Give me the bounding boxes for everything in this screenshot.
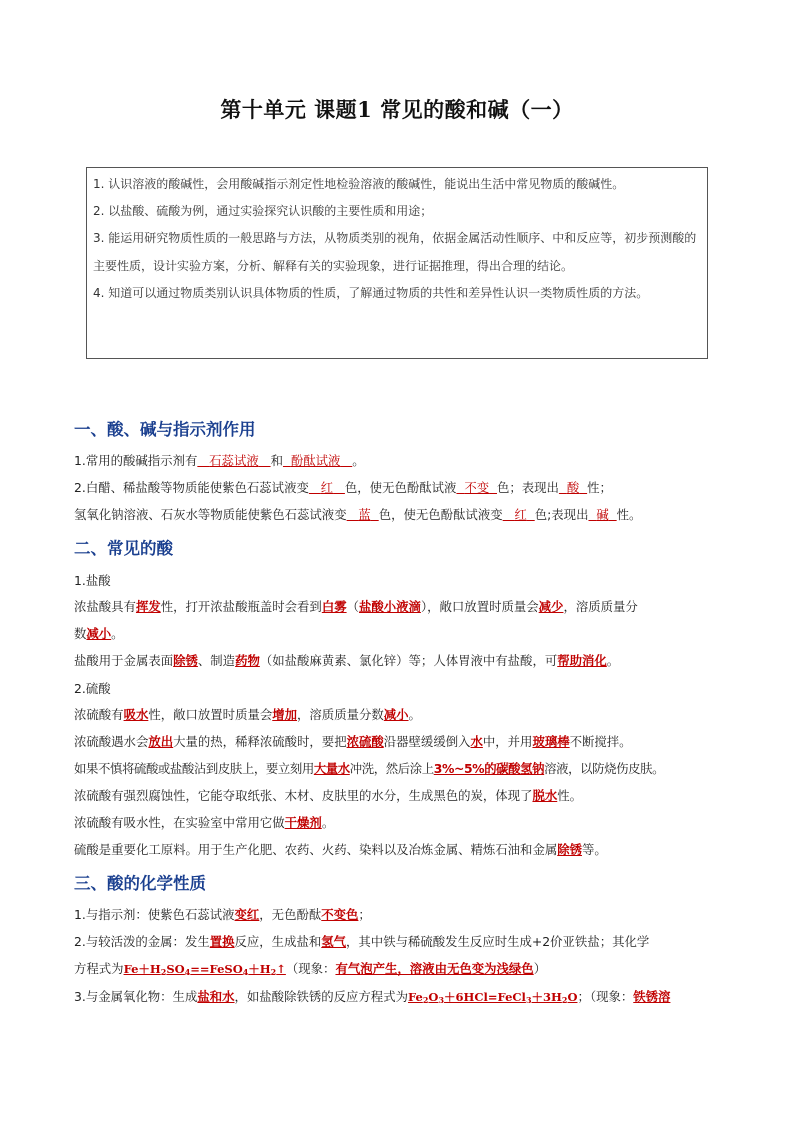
formula-part: Fe (407, 990, 423, 1004)
text: 溶液，以防烧伤皮肤。 (544, 761, 665, 776)
page-title: 第十单元 课题1 常见的酸和碱（一） (220, 97, 574, 122)
section-heading-common-acids: 二、常见的酸 (74, 539, 173, 558)
answer: 有气泡产生，溶液由无色变为浅绿色 (335, 961, 534, 976)
formula-part: ＋3H (531, 990, 562, 1004)
subscript: 3 (525, 995, 532, 1005)
answer: 减小 (86, 626, 112, 641)
text: 数 (74, 626, 87, 641)
answer: 铁锈溶 (633, 989, 671, 1004)
paragraph-line (74, 478, 612, 498)
text: 浓硫酸有吸水性，在实验室中常用它做 (74, 815, 285, 830)
paragraph-line (74, 786, 582, 806)
formula-part: ==FeSO (190, 962, 243, 976)
subscript: 2 (561, 995, 568, 1005)
formula-part: O (428, 990, 439, 1004)
answer: 减少 (538, 599, 564, 614)
text: 1.与指示剂：使紫色石蕊试液 (74, 907, 235, 922)
paragraph-line (74, 905, 371, 925)
paragraph-line (74, 451, 365, 471)
answer: 红 (514, 507, 527, 522)
subscript: 4 (242, 967, 249, 977)
answer: 蓝 (358, 507, 371, 522)
text: （如盐酸麻黄素、氯化锌）等；人体胃液中有盐酸，可 (259, 653, 558, 668)
text: 反应，生成盐和 (234, 934, 322, 949)
answer: 酸 (566, 480, 580, 495)
text: 。 (408, 707, 421, 722)
text: ，其中铁与稀硫酸发生反应时生成+2价亚铁盐；其化学 (346, 934, 650, 949)
text: ，如盐酸除铁锈的反应方程式为 (234, 989, 408, 1004)
text: 如果不慎将硫酸或盐酸沾到皮肤上，要立刻用 (74, 761, 314, 776)
learning-objectives-box (86, 167, 708, 359)
text: 2.白醋、稀盐酸等物质能使紫色石蕊试液变 (74, 480, 309, 495)
chemical-equation (124, 962, 286, 976)
formula-part: SO (166, 962, 185, 976)
formula-part: ＋H (248, 962, 271, 976)
answer: 置换 (209, 934, 235, 949)
text: 硫酸是重要化工原料。用于生产化肥、农药、火药、染料以及冶炼金属、精炼石油和金属 (74, 842, 558, 857)
answer: 放出 (148, 734, 174, 749)
text: 2.与较活泼的金属：发生 (74, 934, 210, 949)
text: 大量的热，稀释浓硫酸时，要把 (173, 734, 347, 749)
text: 。 (321, 815, 335, 830)
subscript: 4 (184, 967, 191, 977)
text: 。 (111, 626, 124, 641)
text: 冲洗，然后涂上 (349, 761, 434, 776)
answer: 浓硫酸 (346, 734, 384, 749)
subheading: 2.硫酸 (74, 681, 111, 696)
text: 沿器壁缓缓倒入 (383, 734, 471, 749)
text: 、制造 (197, 653, 236, 668)
formula-part: Fe＋H (123, 962, 161, 976)
text: 3.与金属氧化物：生成 (74, 989, 198, 1004)
answer: 不变色 (321, 907, 359, 922)
answer-blank (503, 507, 535, 522)
answer: 水 (470, 734, 483, 749)
paragraph-line (74, 987, 670, 1007)
answer-blank (283, 453, 352, 468)
text: 。 (606, 653, 620, 668)
answer-blank (456, 480, 497, 495)
answer: 大量水 (313, 761, 350, 776)
paragraph-line (74, 505, 641, 525)
text: ） (533, 961, 547, 976)
answer: 干燥剂 (284, 815, 322, 830)
objective-item: 4. 知道可以通过物质类别认识具体物质的性质，了解通过物质的共性和差异性认识一类物质性质的方法。 (93, 285, 649, 300)
text: 。 (352, 453, 365, 468)
text: ），敞口放置时质量会 (420, 599, 539, 614)
subheading: 1.盐酸 (74, 573, 111, 588)
paragraph-line (74, 651, 619, 671)
answer: 石蕊试液 (209, 453, 259, 468)
answer: 白雾 (321, 599, 347, 614)
text: 色，使无色酚酞试液 (344, 480, 457, 495)
text: 浓硫酸有强烈腐蚀性，它能夺取纸张、木材、皮肤里的水分，生成黑色的炭，体现了 (74, 788, 533, 803)
text: 性。 (557, 788, 583, 803)
formula-part: ↑ (276, 962, 286, 976)
paragraph-line (74, 732, 632, 752)
text: （ (346, 599, 359, 614)
formula-part: O (567, 990, 578, 1004)
text: 和 (270, 453, 283, 468)
formula-part: ＋6HCl=FeCl (444, 990, 526, 1004)
text: ；（现象： (577, 989, 634, 1004)
answer: 红 (320, 480, 334, 495)
text: 浓硫酸有 (74, 707, 124, 722)
answer: 碱 (596, 507, 609, 522)
objective-item: 1. 认识溶液的酸碱性，会用酸碱指示剂定性地检验溶液的酸碱性，能说出生活中常见物质的酸碱性。 (93, 177, 625, 191)
answer: 药物 (235, 653, 260, 668)
text: 性，敞口放置时质量会 (148, 707, 273, 722)
answer: 变红 (234, 907, 260, 922)
answer: 盐酸小液滴 (358, 599, 421, 614)
answer: 除锈 (557, 842, 583, 857)
text: 色，使无色酚酞试液变 (378, 507, 503, 522)
text: 性； (587, 480, 612, 495)
text: 色；表现出 (496, 480, 559, 495)
answer: 帮助消化 (557, 653, 607, 668)
answer: 酚酞试液 (290, 453, 341, 468)
text: 方程式为 (74, 961, 124, 976)
text: ，无色酚酞 (259, 907, 322, 922)
text: 性，打开浓盐酸瓶盖时会看到 (160, 599, 322, 614)
paragraph-line (74, 813, 334, 833)
paragraph-line (74, 624, 124, 644)
paragraph-line (74, 840, 607, 860)
text: 浓硫酸遇水会 (74, 734, 149, 749)
answer: 除锈 (173, 653, 198, 668)
answer-blank (197, 453, 270, 468)
subscript: 2 (270, 967, 277, 977)
answer-blank (588, 507, 616, 522)
text: 性。 (616, 507, 642, 522)
objective-item: 3. 能运用研究物质性质的一般思路与方法，从物质类别的视角，依据金属活动性顺序、中和反应等，初步预测酸的主要性质，设计实验方案，分析、解释有关的实验现象，进行证据推理，得出合理的结论。 (93, 231, 697, 273)
text: ； (358, 907, 371, 922)
subscript: 2 (422, 995, 429, 1005)
text: 1.常用的酸碱指示剂有 (74, 453, 198, 468)
text: ，溶质质量分数 (297, 707, 384, 722)
text: ，溶质质量分 (563, 599, 638, 614)
text: （现象： (285, 961, 336, 976)
text: 盐酸用于金属表面 (74, 653, 174, 668)
answer: 挥发 (135, 599, 161, 614)
text: 氢氧化钠溶液、石灰水等物质能使紫色石蕊试液变 (74, 507, 347, 522)
text: 中，并用 (482, 734, 533, 749)
answer: 脱水 (532, 788, 558, 803)
section-heading-indicators: 一、酸、碱与指示剂作用 (74, 420, 256, 439)
answer: 氢气 (321, 934, 347, 949)
text: 等。 (582, 842, 607, 857)
answer: 盐和水 (197, 989, 235, 1004)
section-heading-acid-chemistry: 三、酸的化学性质 (74, 874, 206, 893)
answer-blank (559, 480, 587, 495)
paragraph-line (74, 932, 649, 952)
text: 浓盐酸具有 (74, 599, 136, 614)
answer: 增加 (272, 707, 298, 722)
paragraph-line (74, 959, 546, 979)
answer: 3%~5%的碳酸氢钠 (433, 761, 545, 776)
paragraph-line (74, 705, 421, 725)
objective-item: 2. 以盐酸、硫酸为例，通过实验探究认识酸的主要性质和用途； (93, 204, 433, 219)
paragraph-line (74, 597, 638, 617)
text: 不断搅拌。 (569, 734, 632, 749)
answer: 吸水 (123, 707, 149, 722)
chemical-equation (408, 990, 578, 1004)
answer-blank (309, 480, 345, 495)
answer: 不变 (464, 480, 490, 495)
answer: 减小 (383, 707, 409, 722)
paragraph-line (74, 759, 664, 779)
text: 色;表现出 (534, 507, 589, 522)
answer: 玻璃棒 (532, 734, 570, 749)
subscript: 2 (160, 967, 167, 977)
subscript: 3 (438, 995, 445, 1005)
answer-blank (347, 507, 379, 522)
